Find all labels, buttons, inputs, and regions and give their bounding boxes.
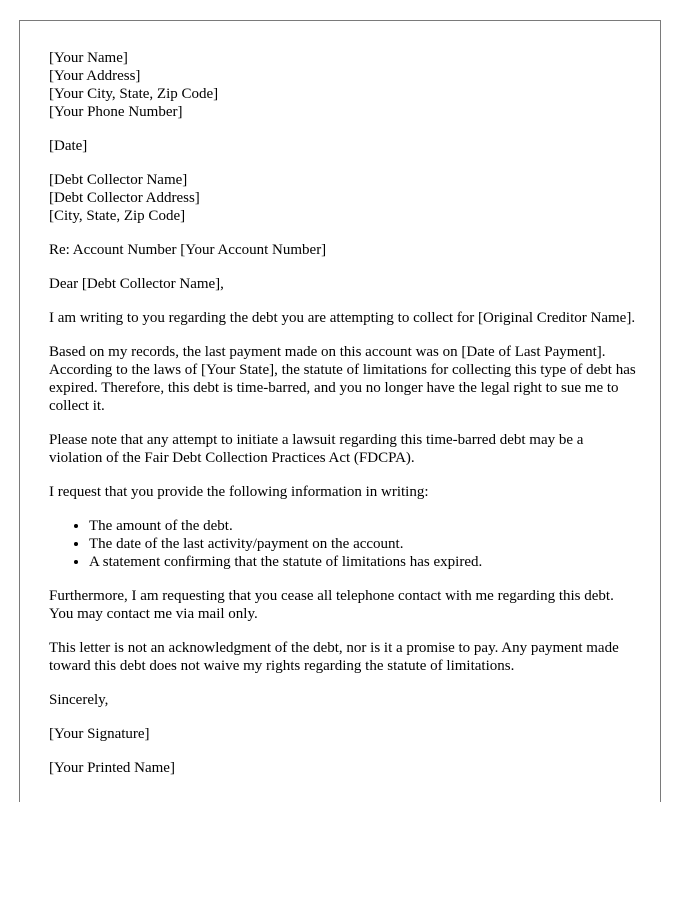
subject-line: Re: Account Number [Your Account Number] <box>49 242 327 258</box>
salutation: Dear [Debt Collector Name], <box>49 276 224 292</box>
sender-name: [Your Name] <box>49 50 128 66</box>
paragraph-intro: I am writing to you regarding the debt you are attempting to collect for [Original Creditor Name]. <box>49 310 636 326</box>
recipient-address: [Debt Collector Address] <box>49 190 200 206</box>
letter-date: [Date] <box>49 138 88 154</box>
recipient-address-block <box>49 171 639 225</box>
list-item: • The date of the last activity/payment on the account. <box>89 535 639 553</box>
paragraph-request: I request that you provide the following information in writing: <box>49 484 429 500</box>
letter-content <box>49 49 639 793</box>
recipient-city-state-zip: [City, State, Zip Code] <box>49 208 186 224</box>
list-item: • A statement confirming that the statute of limitations has expired. <box>89 553 639 571</box>
paragraph-cease-contact: Furthermore, I am requesting that you cease all telephone contact with me regarding this debt. You may contact me via mail only. <box>49 588 614 622</box>
list-item: • The amount of the debt. <box>89 517 639 535</box>
paragraph-fdcpa: Please note that any attempt to initiate a lawsuit regarding this time-barred debt may be a violation of the Fair Debt Collection Practices Act (FDCPA). <box>49 432 584 466</box>
printed-name: [Your Printed Name] <box>49 760 175 776</box>
closing: Sincerely, <box>49 692 109 708</box>
signature-placeholder: [Your Signature] <box>49 726 150 742</box>
request-list <box>49 517 639 571</box>
sender-address: [Your Address] <box>49 68 141 84</box>
paragraph-disclaimer: This letter is not an acknowledgment of the debt, nor is it a promise to pay. Any payment made toward this debt does not waive my rights regarding the statute of limitations. <box>49 640 619 674</box>
letter-page <box>19 20 661 802</box>
paragraph-statute: Based on my records, the last payment made on this account was on [Date of Last Payment]. According to the laws of [Your State], the statute of limitations for collecting this type of debt has expired. Therefore, this debt is time-barred, and you no longer have the legal right to sue me to collect it. <box>49 344 636 414</box>
sender-city-state-zip: [Your City, State, Zip Code] <box>49 86 219 102</box>
sender-address-block <box>49 49 639 121</box>
sender-phone: [Your Phone Number] <box>49 104 183 120</box>
recipient-name: [Debt Collector Name] <box>49 172 188 188</box>
